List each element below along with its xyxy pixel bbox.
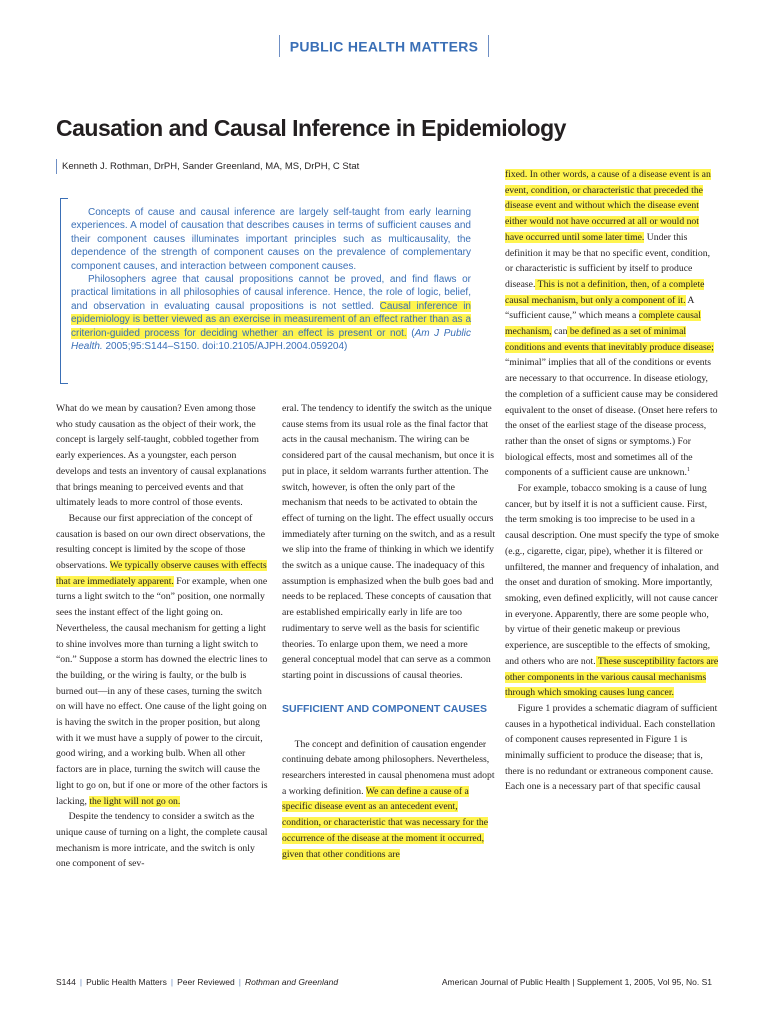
body-column-1	[56, 401, 270, 872]
text-span: can	[551, 326, 568, 338]
body-paragraph	[505, 481, 719, 701]
authors-text: Kenneth J. Rothman, DrPH, Sander Greenland, MA, MS, DrPH, C Stat	[62, 161, 360, 173]
reference-superscript: 1	[686, 467, 690, 474]
footer-separator: |	[170, 977, 174, 987]
section-label	[0, 34, 768, 57]
text-span: For example, tobacco smoking is a cause of lung cancer, but by itself it is not a sufficient cause. First, the term smoking is too imprecise to be used in a causal description. One must specify the type of smoke (e.g., cigarette, cigar, pipe), whether it is filtered or unfiltered, the manner and frequency of inhalation, and the onset and duration of smoking. More importantly, smoking, even defined explicitly, will not cause cancer in everyone. Apparently, there are some people who, by virtue of their genetic makeup or previous experience, are susceptible to the effects of smoking, and others who are not.	[505, 483, 719, 667]
divider	[488, 35, 489, 57]
highlighted-text: We typically observe causes with effects that are immediately apparent.	[56, 560, 267, 587]
body-paragraph	[56, 511, 270, 809]
abstract-box	[60, 198, 472, 384]
page-number: S144	[56, 977, 76, 987]
body-paragraph	[282, 737, 496, 863]
highlighted-text: be defined as a set of minimal conditions and events that inevitably produce disease;	[505, 326, 714, 353]
article-title: Causation and Causal Inference in Epidemiology	[56, 115, 566, 141]
journal-name: Am J Public Health.	[71, 327, 471, 353]
footer-review: Peer Reviewed	[177, 977, 235, 987]
abstract-paragraph	[71, 273, 471, 353]
text-span: A “sufficient cause,” which means a	[505, 294, 694, 322]
body-paragraph: Figure 1 provides a schematic diagram of sufficient causes in a hypothetical individual. Each constellation of component causes represented in Figure 1 is minimally sufficient to produce the disease; that is, there is no redundant or extraneous component cause. Each one is a necessary part of that specific causal	[505, 702, 718, 793]
highlighted-text: fixed. In other words, a cause of a disease event is an event, condition, or characteristic that preceded the disease event and without which the disease event either would not have occurred at all or would not have occurred until some later time.	[505, 169, 711, 243]
text-span: Because our first appreciation of the concept of causation is based on our own direct observations, the resulting concept is limited by the scope of those observations.	[56, 512, 266, 572]
body-paragraph: Despite the tendency to consider a switch as the unique cause of turning on a light, the complete causal mechanism is more intricate, and the switch is only one component of sev-	[56, 811, 268, 870]
highlighted-text: This is not a definition, then, of a complete causal mechanism, but only a component of it.	[505, 278, 705, 306]
footer-authors: Rothman and Greenland	[244, 977, 339, 987]
highlighted-text: These susceptibility factors are other components in the various causal mechanisms through which smoking causes lung cancer.	[505, 655, 719, 699]
body-column-2	[282, 401, 496, 862]
section-heading: SUFFICIENT AND COMPONENT CAUSES	[282, 702, 487, 715]
divider	[56, 159, 57, 174]
body-column-3	[505, 167, 719, 795]
abstract-text-span: Philosophers agree that causal propositions cannot be proved, and find flaws or practical limitations in all philosophies of causal inference. Hence, the role of logic, belief, and observation in evaluating causal propositions is not settled.	[71, 274, 471, 312]
footer-left	[56, 976, 338, 988]
bracket-tick	[61, 198, 68, 199]
footer-right: American Journal of Public Health | Supplement 1, 2005, Vol 95, No. S1	[441, 977, 712, 987]
footer-separator: |	[238, 977, 241, 987]
highlighted-text: Causal inference in epidemiology is better viewed as an exercise in measurement of an effect rather than as a criterion-guided process for deciding whether an effect is present or not.	[71, 300, 471, 339]
footer-separator: |	[79, 977, 83, 987]
body-paragraph	[505, 167, 719, 481]
divider	[279, 35, 280, 57]
text-span: Under this definition it may be that no specific event, condition, or characteristic is sufficient by itself to produce disease.	[505, 231, 710, 290]
citation-rest: 2005;95:S144–S150. doi:10.2105/AJPH.2004.059204)	[102, 341, 348, 353]
abstract-text	[71, 206, 471, 353]
citation-open: (	[406, 327, 415, 339]
footer-section: Public Health Matters	[86, 977, 167, 987]
text-span: “minimal” implies that all of the conditions or events are necessary to that occurrence. In disease etiology, the completion of a sufficient cause may be considered equivalent to the onset of disease. (Onset here refers to the onset of the earliest stage of the disease process, rather than the onset of signs or symptoms.) For biological effects, most and sometimes all of the components of a sufficient cause are unknown.	[505, 357, 718, 479]
abstract-paragraph: Concepts of cause and causal inference are largely self-taught from early learning experiences. A model of causation that describes causes in terms of sufficient causes and their component causes illuminates important principles such as multicausality, the dependence of the strength of component causes on the prevalence of complementary component causes, and interaction between component causes.	[71, 207, 471, 272]
highlighted-text: complete causal mechanism,	[505, 310, 701, 338]
highlighted-text: the light will not go on.	[89, 795, 181, 807]
body-paragraph: eral. The tendency to identify the switch as the unique cause stems from its usual role as the final factor that acts in the causal mechanism. The wiring can be considered part of the causal mechanism, but once it is put in place, it seldom warrants further attention. The switch, however, is often the only part of the mechanism that needs to be activated to obtain the effect of turning on the light. The effect usually occurs immediately after turning on the switch, and as a result we slip into the frame of thinking in which we identify the switch as a unique cause. The inadequacy of this assumption is emphasized when the bulb goes bad and needs to be replaced. These concepts of causation that are established empirically early in life are too rudimentary to serve well as the basis for scientific theories. To enlarge upon them, we need a more general conceptual model that can serve as a common starting point in discussions of causal theories.	[282, 403, 496, 681]
text-span: The concept and definition of causation engender continuing debate among philosophers. Nevertheless, researchers interested in causal phenomena must adopt a working definition.	[282, 738, 495, 797]
body-paragraph: What do we mean by causation? Even among those who study causation as the object of their work, the concept is largely self-taught, cobbled together from early experiences. As a youngster, each person develops and tests an inventory of causal explanations that brings meaning to perceived events and that ultimately leads to more control of those events.	[56, 403, 267, 509]
section-label-text: PUBLIC HEALTH MATTERS	[289, 38, 479, 55]
text-span: For example, when one turns a light switch to the “on” position, one normally sees the instant effect of the light going on. Nevertheless, the causal mechanism for getting a light to shine involves more than turning a light switch to “on.” Suppose a storm has downed the electric lines to the building, or the wiring is faulty, or the bulb is burned out—in any of these cases, turning the switch on will have no effect. One cause of the light going on is having the switch in the proper position, but along with it we must have a supply of power to the circuit, good wiring, and a working bulb. When all other factors are in place, turning the switch will cause the light to go on, but if one or more of the other factors is lacking,	[56, 575, 268, 807]
bracket-tick	[61, 383, 68, 384]
highlighted-text: We can define a cause of a specific disease event as an antecedent event, condition, or characteristic that was necessary for the occurrence of the disease at the moment it occurred, given that other conditions are	[282, 785, 489, 860]
